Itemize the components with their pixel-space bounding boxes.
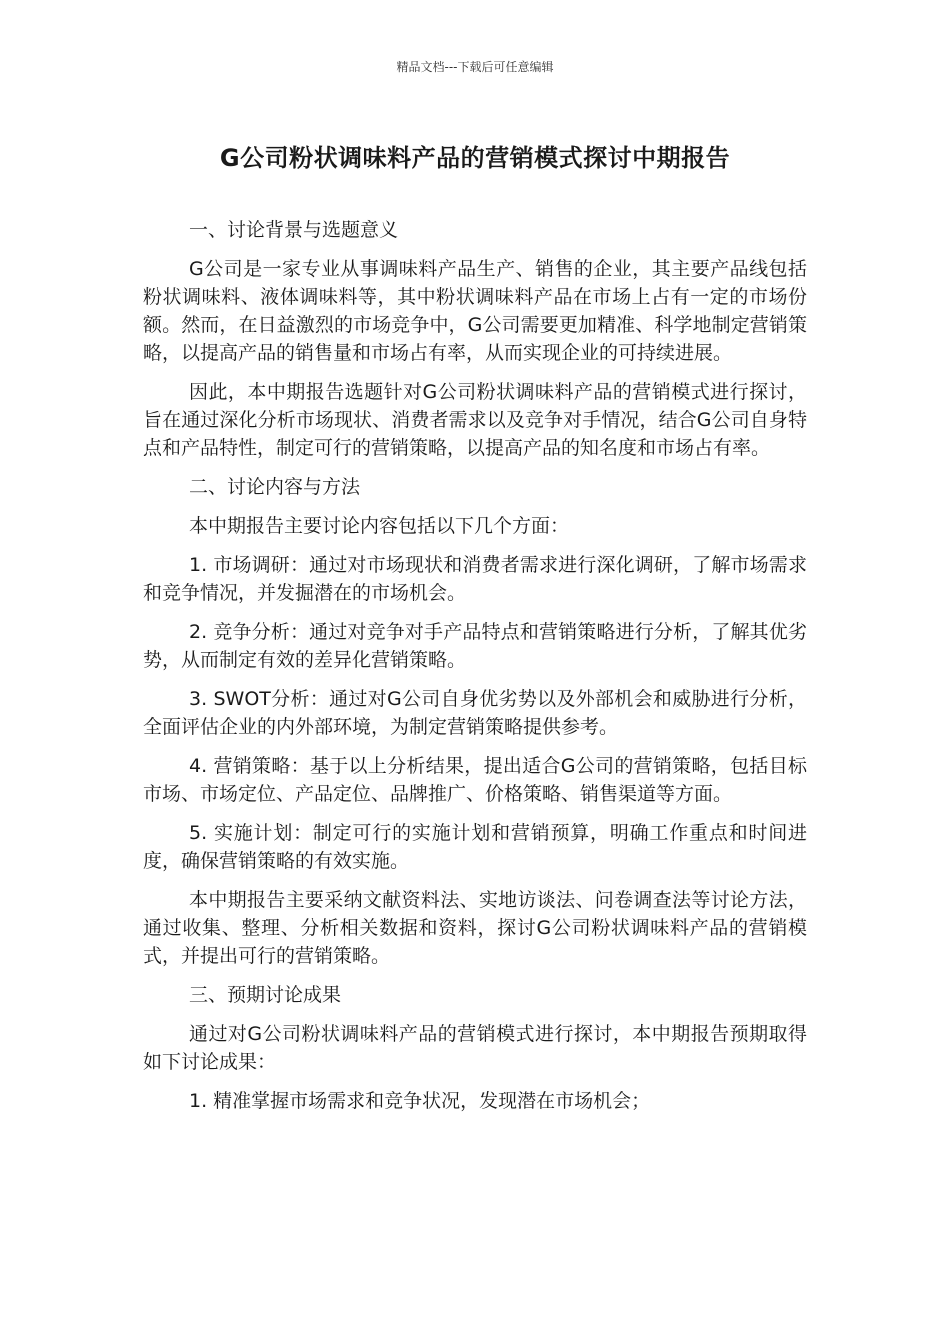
paragraph: 因此，本中期报告选题针对G公司粉状调味料产品的营销模式进行探讨，旨在通过深化分析市场现状、消费者需求以及竞争对手情况，结合G公司自身特点和产品特性，制定可行的营销策略，以提高产品的知名度和市场占有率。 <box>143 381 807 459</box>
paragraph: G公司是一家专业从事调味料产品生产、销售的企业，其主要产品线包括粉状调味料、液体调味料等，其中粉状调味料产品在市场上占有一定的市场份额。然而，在日益激烈的市场竞争中，G公司需要更加精准、科学地制定营销策略，以提高产品的销售量和市场占有率，从而实现企业的可持续进展。 <box>143 258 807 364</box>
list-item: 3. SWOT分析：通过对G公司自身优劣势以及外部机会和威胁进行分析，全面评估企业的内外部环境，为制定营销策略提供参考。 <box>143 688 807 738</box>
paragraph: 通过对G公司粉状调味料产品的营销模式进行探讨，本中期报告预期取得如下讨论成果： <box>143 1023 807 1073</box>
list-item: 2. 竞争分析：通过对竞争对手产品特点和营销策略进行分析，了解其优劣势，从而制定有效的差异化营销策略。 <box>143 621 807 671</box>
list-item: 1. 精准掌握市场需求和竞争状况，发现潜在市场机会； <box>189 1090 651 1112</box>
document-body <box>143 216 807 1126</box>
list-item: 4. 营销策略：基于以上分析结果，提出适合G公司的营销策略，包括目标市场、市场定位、产品定位、品牌推广、价格策略、销售渠道等方面。 <box>143 755 807 805</box>
list-item: 5. 实施计划：制定可行的实施计划和营销预算，明确工作重点和时间进度，确保营销策略的有效实施。 <box>143 822 807 872</box>
header-note: 精品文档---下载后可任意编辑 <box>396 60 554 74</box>
paragraph: 本中期报告主要采纳文献资料法、实地访谈法、问卷调查法等讨论方法，通过收集、整理、分析相关数据和资料，探讨G公司粉状调味料产品的营销模式，并提出可行的营销策略。 <box>143 889 807 967</box>
document-title: G公司粉状调味料产品的营销模式探讨中期报告 <box>219 144 731 172</box>
paragraph: 本中期报告主要讨论内容包括以下几个方面： <box>189 515 570 537</box>
section-heading-3: 三、预期讨论成果 <box>189 984 342 1006</box>
list-item: 1. 市场调研：通过对市场现状和消费者需求进行深化调研，了解市场需求和竞争情况，并发掘潜在的市场机会。 <box>143 554 807 604</box>
section-heading-1: 一、讨论背景与选题意义 <box>189 219 399 241</box>
section-heading-2: 二、讨论内容与方法 <box>189 476 361 498</box>
